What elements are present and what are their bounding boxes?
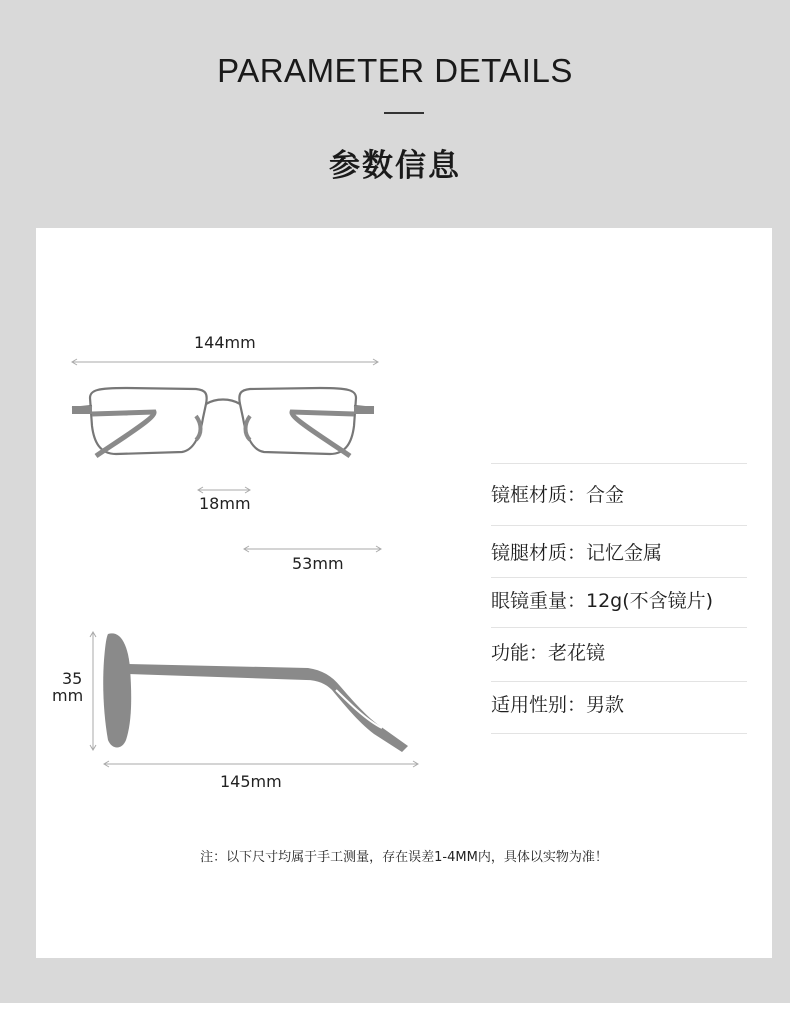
glasses-side-view [103, 633, 408, 752]
spec-function: 功能：老花镜 [491, 642, 606, 664]
lens-width-arrow [244, 546, 381, 552]
bridge-width-label: 18mm [199, 494, 251, 513]
total-width-label: 144mm [194, 333, 256, 352]
parameter-card [36, 228, 772, 958]
spec-gender: 适用性别：男款 [491, 694, 625, 716]
spec-list [491, 463, 747, 734]
glasses-front-view [72, 388, 374, 456]
bridge-width-arrow [198, 487, 250, 493]
spec-frame-material: 镜框材质：合金 [491, 484, 625, 506]
spec-weight: 眼镜重量：12g(不含镜片) [491, 590, 714, 612]
lens-height-unit-label: mm [52, 686, 84, 705]
page-title: PARAMETER DETAILS [217, 52, 573, 89]
measurement-note: 注：以下尺寸均属于手工测量，存在误差1-4MM内，具体以实物为准！ [200, 850, 608, 865]
lens-height-arrow [90, 632, 96, 750]
temple-length-arrow [104, 761, 418, 767]
spec-divider [491, 733, 747, 734]
lens-width-label: 53mm [292, 554, 344, 573]
bottom-strip [0, 1003, 790, 1011]
spec-temple-material: 镜腿材质：记忆金属 [491, 542, 663, 564]
page-subtitle: 参数信息 [329, 148, 461, 184]
title-divider [384, 112, 424, 114]
total-width-arrow [72, 359, 378, 365]
temple-length-label: 145mm [220, 772, 282, 791]
lens-height-value-label: 35 [62, 669, 83, 688]
